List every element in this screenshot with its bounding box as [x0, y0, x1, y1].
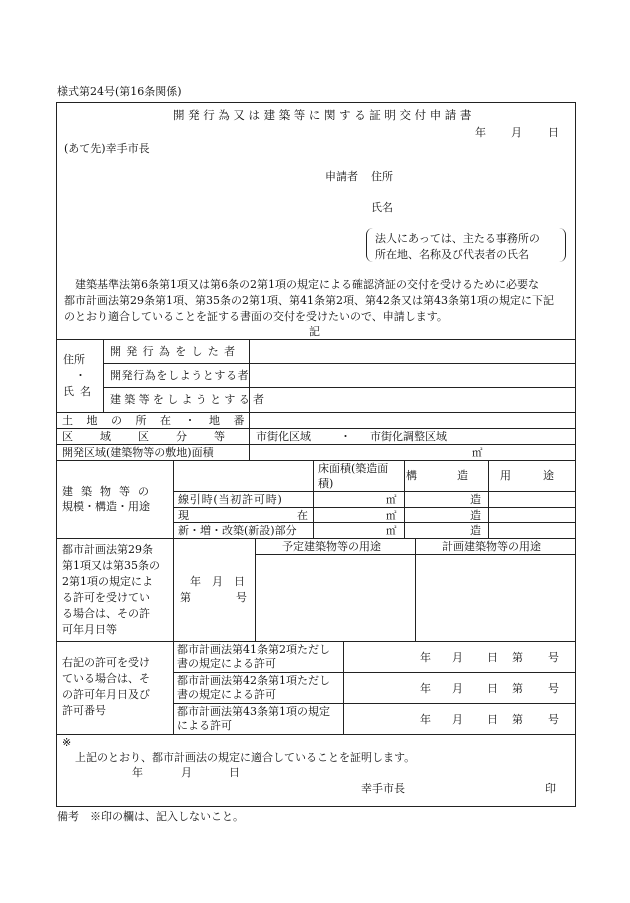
permit41-no: 第 — [512, 651, 523, 664]
permit41-go: 号 — [548, 651, 559, 664]
permit29-label-4: る許可を受けてい — [62, 591, 150, 604]
row-line-drawn-label: 線引時(当初許可時) — [178, 493, 283, 506]
form-title: 開発行為又は建築等に関する証明交付申請書 — [173, 108, 475, 122]
permit43-line1: 都市計画法第43条第1項の規定 — [177, 705, 330, 718]
permit-other-label-1: 右記の許可を受け — [62, 656, 150, 669]
date-day: 日 — [548, 126, 559, 139]
grid-line — [173, 460, 174, 734]
addr-name-col-top: 住所 — [63, 353, 85, 366]
row-developer-planned: 開発行為をしようとする者 — [110, 369, 250, 382]
grid-line — [56, 339, 575, 340]
zone-urbanization: 市街化区域 — [256, 430, 311, 443]
dev-area-label: 開発区域(建築物等の敷地)面積 — [62, 446, 214, 459]
head-planned-use: 予定建築物等の用途 — [282, 540, 381, 553]
row-builder-planned: 建築等をしようとする者 — [110, 393, 268, 406]
row-new-unit: ㎡ — [386, 525, 397, 537]
permit41-line2: 書の規定による許可 — [177, 657, 276, 670]
permit29-date: 年 月 日 — [190, 575, 245, 588]
applicant-label: 申請者 — [325, 170, 358, 183]
grid-line — [173, 703, 575, 704]
grid-line — [404, 460, 405, 538]
row-current-label-a: 現 — [178, 509, 189, 522]
grid-line — [56, 412, 575, 413]
zone-separator: ・ — [340, 430, 351, 443]
building-label-line2: 規模・構造・用途 — [62, 500, 150, 513]
permit43-line2: による許可 — [177, 719, 232, 732]
row-current-label-b: 在 — [297, 509, 308, 522]
addressee: (あて先)幸手市長 — [64, 142, 150, 155]
permit41-line1: 都市計画法第41条第2項ただし — [177, 643, 330, 656]
cert-year: 年 — [132, 766, 143, 779]
cert-text: 上記のとおり、都市計画法の規定に適合していることを証明します。 — [75, 751, 416, 764]
permit-other-label-2: ている場合は、そ — [62, 672, 150, 685]
permit41-day: 日 — [487, 651, 498, 664]
grid-line — [173, 672, 575, 673]
addr-name-col-bot: 氏名 — [63, 385, 97, 398]
grid-line — [103, 387, 575, 388]
row-current-unit: ㎡ — [386, 510, 397, 522]
zone-control: 市街化調整区域 — [370, 430, 447, 443]
permit-other-label-4: 許可番号 — [62, 704, 106, 717]
head-floor-area: 床面積(築造面積) — [318, 462, 389, 490]
grid-line — [56, 641, 575, 642]
permit29-num-suffix: 号 — [236, 591, 247, 604]
row-line-drawn-unit: ㎡ — [386, 494, 397, 506]
row-new-zo: 造 — [470, 524, 481, 537]
permit42-no: 第 — [512, 682, 523, 695]
permit42-line1: 都市計画法第42条第1項ただし — [177, 674, 330, 687]
permit29-label-1: 都市計画法第29条 — [62, 543, 153, 556]
grid-line — [103, 339, 104, 412]
permit41-year: 年 — [420, 651, 431, 664]
row-new-label: 新・増・改築(新設)部分 — [178, 524, 297, 537]
grid-line — [103, 363, 575, 364]
permit29-label-3: 2第1項の規定によ — [62, 575, 153, 588]
body-line3: のとおり適合していることを証する書面の交付を受けたいので、申請します。 — [64, 310, 448, 323]
permit43-go: 号 — [548, 713, 559, 726]
body-line2: 都市計画法第29条第1項、第35条の2第1項、第41条第2項、第42条又は第43条第1項の規定に下記 — [64, 294, 554, 307]
permit42-line2: 書の規定による許可 — [177, 688, 276, 701]
permit29-num-prefix: 第 — [180, 591, 191, 604]
row-developer-done: 開発行為をした者 — [110, 345, 241, 358]
body-line1: 建築基準法第6条第1項又は第6条の2第1項の規定による確認済証の交付を受けるために必要な — [75, 278, 539, 291]
permit42-month: 月 — [452, 682, 463, 695]
cert-mark: ※ — [62, 736, 72, 749]
grid-line — [56, 538, 575, 539]
remarks: 備考 ※印の欄は、記入しないこと。 — [57, 810, 244, 823]
cert-seal: 印 — [545, 782, 556, 795]
date-month: 月 — [511, 126, 522, 139]
head-use: 用途 — [500, 469, 586, 482]
head-structure: 構造 — [406, 469, 508, 482]
date-year: 年 — [475, 126, 486, 139]
permit-other-label-3: の許可年月日及び — [62, 688, 150, 701]
permit41-month: 月 — [452, 651, 463, 664]
permit42-year: 年 — [420, 682, 431, 695]
corporate-note-line2: 所在地、名称及び代表者の氏名 — [375, 248, 529, 261]
permit42-go: 号 — [548, 682, 559, 695]
land-location-label: 土地の所在・地番 — [62, 414, 258, 427]
grid-line — [255, 538, 256, 641]
grid-line — [56, 734, 575, 735]
row-line-drawn-zo: 造 — [470, 493, 481, 506]
permit29-label-6: 可年月日等 — [62, 623, 117, 636]
permit43-year: 年 — [420, 713, 431, 726]
grid-line — [173, 522, 575, 523]
grid-line — [415, 538, 416, 641]
permit29-label-5: る場合は、その許 — [62, 607, 150, 620]
dev-area-unit: ㎡ — [472, 447, 483, 459]
name-label: 氏名 — [371, 201, 393, 214]
head-plan-use: 計画建築物等の用途 — [442, 540, 541, 553]
corporate-note-line1: 法人にあっては、主たる事務所の — [375, 232, 540, 245]
address-label: 住所 — [371, 170, 393, 183]
addr-name-col-mid: ・ — [75, 369, 86, 382]
zone-label: 区域区分等 — [62, 430, 252, 443]
permit43-no: 第 — [512, 713, 523, 726]
row-current-zo: 造 — [470, 509, 481, 522]
cert-mayor: 幸手市長 — [361, 782, 405, 795]
grid-line — [313, 460, 314, 538]
permit29-label-2: 第1項又は第35条の — [62, 559, 160, 572]
permit43-month: 月 — [452, 713, 463, 726]
cert-day: 日 — [229, 766, 240, 779]
building-label-line1: 建築物等の — [62, 485, 157, 498]
permit43-day: 日 — [487, 713, 498, 726]
form-number: 様式第24号(第16条関係) — [57, 85, 182, 98]
permit42-day: 日 — [487, 682, 498, 695]
grid-line — [343, 641, 344, 734]
ki-label: 記 — [309, 325, 320, 338]
cert-month: 月 — [181, 766, 192, 779]
